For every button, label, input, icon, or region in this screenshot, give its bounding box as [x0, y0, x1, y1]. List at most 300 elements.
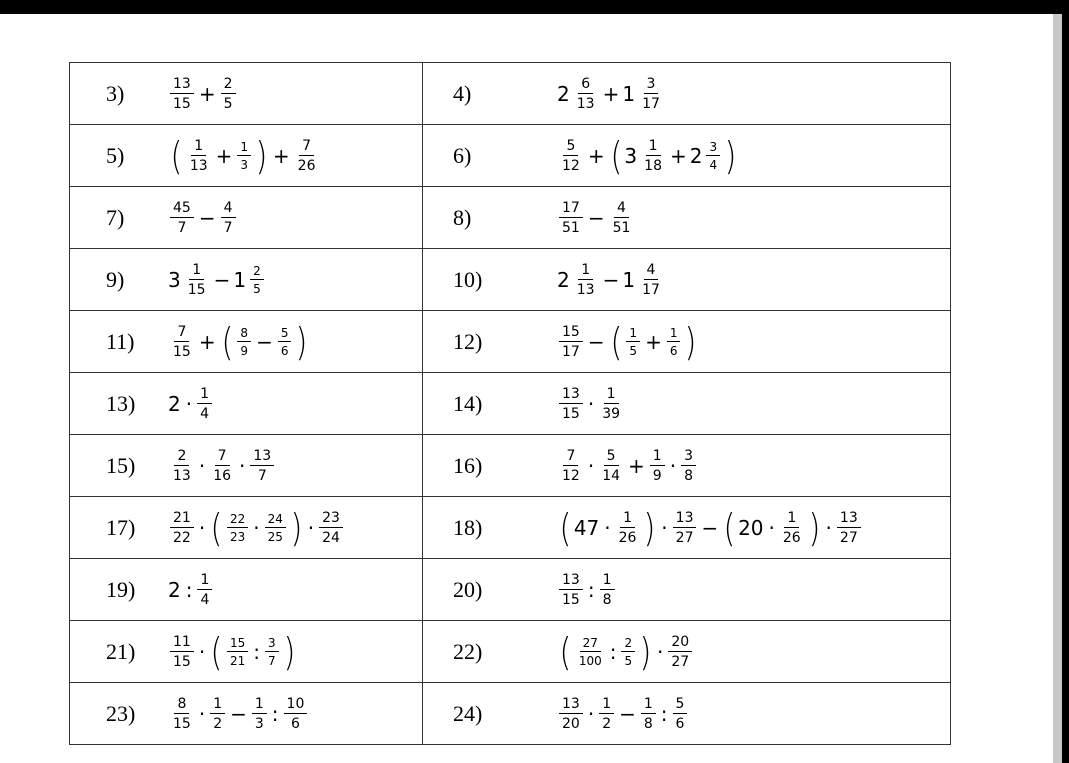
denominator: 8	[643, 715, 653, 732]
denominator: 15	[562, 405, 580, 422]
math-expression	[168, 387, 214, 421]
numerator: 5	[278, 327, 292, 342]
fraction	[197, 387, 212, 421]
table-row	[70, 373, 951, 435]
parenthesis: )	[639, 629, 652, 674]
denominator: 15	[173, 95, 191, 112]
denominator: 9	[240, 343, 249, 358]
numerator: 8	[237, 327, 251, 342]
denominator: 100	[578, 653, 602, 668]
table-row	[70, 683, 951, 745]
numerator: 5	[604, 449, 619, 466]
exercise-number: 21)	[106, 638, 136, 664]
exercise-cell	[70, 311, 423, 373]
denominator: 26	[297, 157, 316, 174]
fraction	[559, 139, 583, 173]
numerator: 1	[578, 263, 593, 280]
fraction	[574, 77, 598, 111]
fraction	[170, 201, 194, 235]
whole-number: 2	[557, 81, 570, 106]
exercise-cell	[70, 63, 423, 125]
math-expression	[557, 629, 694, 674]
denominator: 6	[291, 715, 300, 732]
operator: :	[253, 639, 261, 664]
numerator: 3	[265, 637, 279, 652]
fraction	[559, 325, 583, 359]
numerator: 11	[170, 635, 194, 652]
denominator: 51	[612, 219, 631, 236]
numerator: 5	[563, 139, 578, 156]
whole-number: 20	[738, 515, 764, 540]
parenthesis: (	[723, 505, 736, 550]
denominator: 27	[839, 529, 858, 546]
math-expression	[168, 505, 345, 550]
exercise-cell	[423, 621, 951, 683]
numerator: 3	[706, 141, 720, 156]
operator: +	[272, 143, 290, 168]
whole-number: 47	[573, 515, 600, 540]
whole-number: 2	[557, 267, 570, 292]
table-row	[70, 559, 951, 621]
numerator: 7	[174, 325, 189, 342]
math-expression	[557, 263, 665, 297]
parenthesis: )	[643, 505, 656, 550]
exercise-cell	[70, 373, 423, 435]
operator: −	[587, 205, 605, 230]
fraction	[673, 511, 697, 545]
fraction	[673, 697, 688, 731]
fraction	[668, 635, 692, 669]
numerator: 2	[250, 265, 264, 280]
denominator: 4	[200, 405, 210, 422]
whole-number: 2	[689, 143, 703, 168]
fraction	[706, 141, 720, 171]
whole-number: 3	[624, 143, 638, 168]
numerator: 3	[681, 449, 696, 466]
denominator: 25	[267, 529, 283, 544]
parenthesis: (	[610, 133, 622, 178]
denominator: 17	[642, 95, 660, 112]
numerator: 1	[600, 573, 615, 590]
fraction	[559, 573, 583, 607]
operator: +	[669, 143, 687, 168]
parenthesis: )	[255, 133, 268, 178]
fraction	[250, 449, 274, 483]
numerator: 1	[197, 387, 212, 404]
fraction	[319, 511, 343, 545]
numerator: 1	[189, 263, 204, 280]
operator: −	[198, 205, 216, 230]
exercise-cell	[423, 497, 951, 559]
operator: :	[271, 701, 279, 726]
operator: ·	[307, 515, 315, 540]
exercise-cell	[70, 683, 423, 745]
operator: −	[230, 701, 247, 726]
numerator: 1	[197, 573, 212, 590]
operator: +	[645, 329, 662, 354]
operator: −	[256, 329, 273, 354]
denominator: 39	[602, 405, 621, 422]
numerator: 5	[673, 697, 688, 714]
fraction	[221, 77, 236, 111]
exercise-number: 22)	[453, 638, 483, 664]
operator: ·	[185, 391, 193, 416]
fraction	[600, 573, 615, 607]
operator: +	[215, 143, 233, 168]
fraction	[610, 201, 634, 235]
fraction	[227, 637, 248, 667]
fraction	[237, 327, 251, 357]
fraction	[187, 139, 211, 173]
numerator: 1	[667, 327, 681, 342]
exercise-number: 10)	[453, 266, 483, 292]
denominator: 3	[240, 157, 249, 172]
math-expression	[168, 133, 320, 178]
denominator: 21	[230, 653, 246, 668]
math-expression	[557, 505, 863, 550]
operator: ·	[198, 515, 206, 540]
fraction	[185, 263, 209, 297]
operator: +	[587, 143, 605, 168]
exercise-number: 6)	[453, 142, 472, 168]
exercise-number: 13)	[106, 390, 136, 416]
denominator: 22	[173, 529, 191, 546]
denominator: 27	[675, 529, 694, 546]
fraction	[265, 637, 279, 667]
math-expression	[557, 319, 699, 364]
math-expression	[168, 697, 309, 731]
numerator: 1	[646, 139, 661, 156]
denominator: 6	[280, 343, 289, 358]
exercise-cell	[70, 621, 423, 683]
fraction	[227, 513, 248, 543]
operator: ·	[661, 515, 668, 540]
fraction	[599, 449, 623, 483]
denominator: 3	[254, 715, 264, 732]
math-expression	[168, 263, 266, 297]
operator: ·	[587, 453, 595, 478]
parenthesis: )	[684, 319, 697, 364]
fraction	[576, 637, 605, 667]
numerator: 13	[559, 387, 583, 404]
denominator: 51	[562, 219, 580, 236]
denominator: 17	[562, 343, 580, 360]
exercise-number: 5)	[106, 142, 125, 168]
denominator: 7	[257, 467, 267, 484]
denominator: 18	[644, 157, 662, 174]
fraction	[284, 697, 308, 731]
fraction	[170, 325, 194, 359]
fraction	[681, 449, 696, 483]
operator: −	[701, 515, 719, 540]
operator: ·	[825, 515, 832, 540]
table-row	[70, 621, 951, 683]
numerator: 27	[580, 637, 601, 652]
fraction	[599, 697, 614, 731]
math-expression	[168, 629, 298, 674]
denominator: 6	[669, 343, 678, 358]
whole-number: 3	[168, 267, 181, 292]
numerator: 1	[620, 511, 635, 528]
whole-number: 1	[233, 267, 247, 292]
fraction	[265, 513, 286, 543]
denominator: 26	[618, 529, 637, 546]
denominator: 8	[684, 467, 693, 484]
denominator: 16	[213, 467, 232, 484]
table-row	[70, 187, 951, 249]
operator: ·	[239, 453, 246, 478]
fraction	[650, 449, 665, 483]
parenthesis: (	[210, 505, 223, 550]
exercise-number: 12)	[453, 328, 483, 354]
exercise-cell	[423, 559, 951, 621]
numerator: 1	[641, 697, 656, 714]
denominator: 13	[189, 157, 208, 174]
exercise-cell	[423, 435, 951, 497]
exercise-number: 19)	[106, 576, 136, 602]
exercise-number: 17)	[106, 514, 136, 540]
math-expression	[557, 387, 625, 421]
fraction	[210, 449, 234, 483]
exercise-number: 4)	[453, 80, 472, 106]
operator: :	[660, 701, 668, 726]
fraction	[621, 637, 635, 667]
denominator: 13	[576, 281, 595, 298]
numerator: 2	[221, 77, 236, 94]
math-expression	[168, 319, 310, 364]
denominator: 14	[602, 467, 621, 484]
denominator: 2	[213, 715, 223, 732]
numerator: 13	[559, 697, 583, 714]
fraction	[278, 327, 292, 357]
numerator: 1	[626, 327, 640, 342]
denominator: 15	[173, 715, 191, 732]
fraction	[170, 449, 194, 483]
exercise-number: 14)	[453, 390, 483, 416]
math-expression	[557, 449, 698, 483]
numerator: 1	[604, 387, 619, 404]
fraction	[170, 635, 194, 669]
parenthesis: )	[283, 629, 296, 674]
numerator: 1	[252, 697, 267, 714]
math-expression	[557, 133, 739, 178]
exercise-cell	[70, 559, 423, 621]
exercise-cell	[423, 125, 951, 187]
exercise-cell	[423, 63, 951, 125]
denominator: 13	[173, 467, 191, 484]
fraction	[250, 265, 264, 295]
numerator: 3	[644, 77, 659, 94]
fraction	[559, 449, 583, 483]
numerator: 1	[599, 697, 614, 714]
exercise-number: 9)	[106, 266, 125, 292]
operator: :	[609, 639, 617, 664]
exercise-cell	[423, 311, 951, 373]
operator: −	[587, 329, 605, 354]
whole-number: 1	[622, 81, 636, 106]
numerator: 13	[250, 449, 274, 466]
numerator: 15	[227, 637, 248, 652]
numerator: 10	[284, 697, 308, 714]
denominator: 5	[624, 653, 633, 668]
operator: :	[587, 577, 595, 602]
table-row	[70, 311, 951, 373]
denominator: 17	[642, 281, 660, 298]
operator: +	[198, 329, 216, 354]
table-row	[70, 125, 951, 187]
math-expression	[557, 697, 689, 731]
math-expression	[557, 201, 635, 235]
exercise-number: 24)	[453, 700, 483, 726]
exercise-cell	[70, 497, 423, 559]
exercise-cell	[423, 683, 951, 745]
denominator: 15	[187, 281, 206, 298]
numerator: 20	[668, 635, 692, 652]
table-row	[70, 249, 951, 311]
numerator: 22	[227, 513, 248, 528]
whole-number: 2	[168, 577, 181, 602]
fraction	[559, 201, 583, 235]
operator: ·	[669, 453, 677, 478]
parenthesis: (	[559, 629, 572, 674]
operator: ·	[768, 515, 775, 540]
fraction	[780, 511, 804, 545]
numerator: 15	[559, 325, 583, 342]
math-expression	[557, 573, 617, 607]
denominator: 5	[253, 281, 261, 296]
fraction	[599, 387, 623, 421]
denominator: 12	[562, 157, 580, 174]
table-row	[70, 435, 951, 497]
exercise-number: 3)	[106, 80, 125, 106]
denominator: 5	[223, 95, 233, 112]
denominator: 20	[562, 715, 580, 732]
fraction	[639, 263, 663, 297]
numerator: 2	[174, 449, 189, 466]
parenthesis: (	[210, 629, 223, 674]
fraction	[574, 263, 598, 297]
numerator: 4	[644, 263, 659, 280]
numerator: 4	[221, 201, 236, 218]
denominator: 7	[223, 219, 233, 236]
exercise-cell	[70, 249, 423, 311]
denominator: 7	[268, 653, 276, 668]
fraction	[221, 201, 236, 235]
denominator: 5	[629, 343, 638, 358]
fraction	[559, 697, 583, 731]
table-row	[70, 497, 951, 559]
numerator: 13	[170, 77, 194, 94]
numerator: 23	[319, 511, 343, 528]
exercise-cell	[423, 373, 951, 435]
denominator: 23	[230, 529, 246, 544]
exercise-number: 7)	[106, 204, 125, 230]
fraction	[667, 327, 681, 357]
numerator: 13	[559, 573, 583, 590]
numerator: 8	[174, 697, 189, 714]
fraction	[237, 141, 251, 171]
denominator: 13	[576, 95, 595, 112]
fraction	[616, 511, 640, 545]
parenthesis: (	[221, 319, 233, 364]
numerator: 13	[673, 511, 697, 528]
fraction	[252, 697, 267, 731]
operator: −	[213, 267, 231, 292]
numerator: 7	[215, 449, 230, 466]
fraction	[170, 77, 194, 111]
operator: ·	[587, 391, 595, 416]
numerator: 4	[614, 201, 629, 218]
operator: ·	[253, 515, 260, 540]
denominator: 7	[177, 219, 187, 236]
exercise-cell	[423, 187, 951, 249]
exercise-number: 18)	[453, 514, 483, 540]
exercise-number: 16)	[453, 452, 483, 478]
exercise-number: 8)	[453, 204, 472, 230]
denominator: 15	[173, 343, 191, 360]
operator: ·	[656, 639, 664, 664]
exercise-table	[69, 62, 951, 745]
exercise-cell	[70, 187, 423, 249]
operator: ·	[198, 453, 206, 478]
numerator: 1	[650, 449, 665, 466]
parenthesis: (	[610, 319, 622, 364]
denominator: 12	[562, 467, 580, 484]
math-expression	[557, 77, 665, 111]
exercise-number: 11)	[106, 328, 135, 354]
exercise-number: 15)	[106, 452, 136, 478]
operator: −	[619, 701, 636, 726]
fraction	[559, 387, 583, 421]
math-expression	[168, 77, 238, 111]
operator: +	[628, 453, 645, 478]
numerator: 7	[299, 139, 314, 156]
numerator: 2	[621, 637, 635, 652]
scrollbar[interactable]	[1053, 14, 1062, 763]
fraction	[626, 327, 640, 357]
parenthesis: )	[295, 319, 308, 364]
math-expression	[168, 449, 276, 483]
operator: :	[185, 577, 193, 602]
fraction	[837, 511, 861, 545]
parenthesis: (	[559, 505, 572, 550]
numerator: 6	[578, 77, 593, 94]
denominator: 27	[671, 653, 690, 670]
denominator: 6	[675, 715, 685, 732]
exercise-number: 23)	[106, 700, 136, 726]
denominator: 26	[782, 529, 801, 546]
numerator: 1	[210, 697, 225, 714]
math-expression	[168, 201, 238, 235]
operator: ·	[198, 639, 206, 664]
numerator: 1	[237, 141, 251, 156]
exercise-cell	[70, 125, 423, 187]
denominator: 4	[200, 591, 210, 608]
math-expression	[168, 573, 214, 607]
parenthesis: )	[808, 505, 821, 550]
table-row	[70, 63, 951, 125]
numerator: 21	[170, 511, 194, 528]
exercise-cell	[70, 435, 423, 497]
fraction	[170, 511, 194, 545]
numerator: 24	[265, 513, 286, 528]
parenthesis: )	[290, 505, 303, 550]
denominator: 15	[562, 591, 580, 608]
operator: −	[602, 267, 620, 292]
fraction	[641, 697, 656, 731]
fraction	[641, 139, 665, 173]
parenthesis: (	[170, 133, 183, 178]
